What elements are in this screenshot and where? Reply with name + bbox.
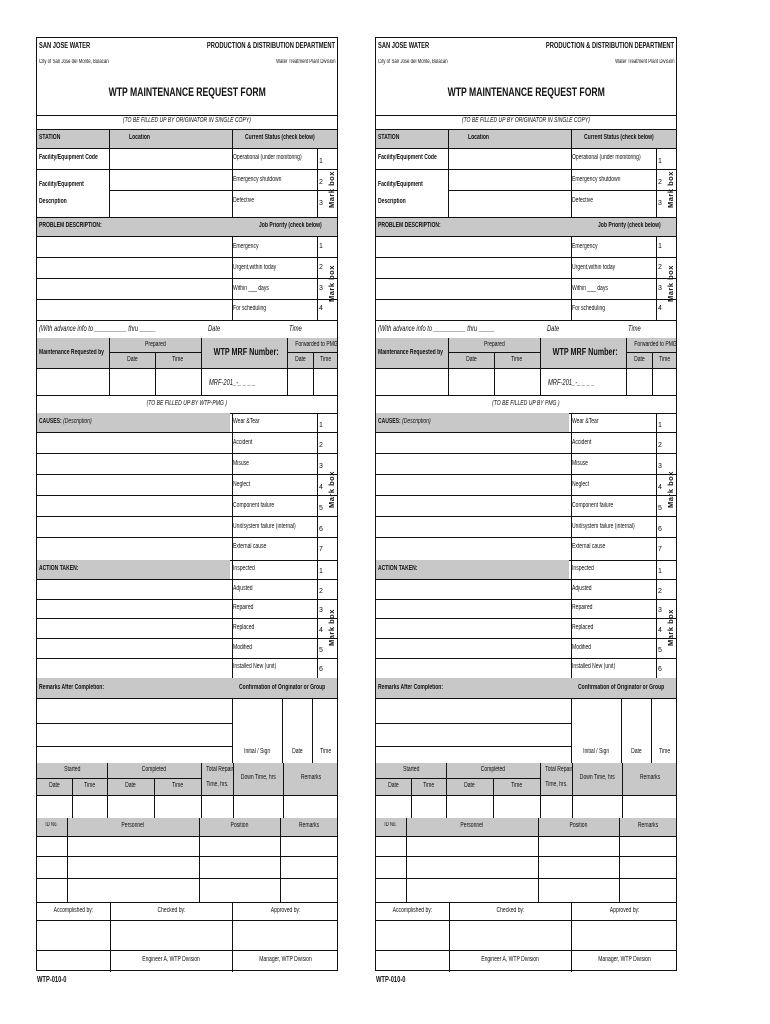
status-option: Operational (under monitoring) [572,154,641,161]
station-label: STATION [378,134,400,141]
action-option: Adjusted [572,585,592,592]
initial-sign-label: Initial / Sign [243,748,271,755]
status-option: Operational (under monitoring) [233,154,302,161]
priority-option: Emergency [233,243,259,250]
mark-box-label: Mark box [327,471,336,508]
facility-desc-label: Facility/Equipment [39,181,84,188]
action-option: Repaired [233,604,254,611]
cause-option: Accident [233,439,253,446]
cause-option: Unit/system failure (internal) [572,523,635,530]
cause-option: Component failure [233,502,275,509]
cause-option: Misuse [572,460,588,467]
location-label: Location [129,134,151,141]
form-code: WTP-010-0 [376,975,406,984]
started-label: Started [402,766,420,773]
down-time-label: Down Time, hrs [240,774,276,781]
mark-box-label: Mark box [327,609,336,646]
cause-option: Component failure [572,502,614,509]
approved-label: Approved by: [609,907,640,914]
approved-label: Approved by: [270,907,301,914]
status-number: 1 [319,158,323,165]
action-option: Replaced [233,624,255,631]
id-no-label: ID No. [384,822,398,828]
action-option: Modified [572,644,592,651]
mrf-number-label: WTP MRF Number: [552,347,618,358]
cause-option: Neglect [572,481,590,488]
position-label: Position [230,822,249,829]
remarks-after-label: Remarks After Completion: [378,684,444,691]
total-repair-label: Total Repair [545,766,573,773]
cause-option: Wear &Tear [233,418,260,425]
forwarded-label: Forwarded to PMG [634,341,677,348]
city-name: City of San Jose del Monte, Bulacan [39,59,109,65]
city-name: City of San Jose del Monte, Bulacan [378,59,448,65]
status-option: Emergency shutdown [572,176,621,183]
action-option: Repaired [572,604,593,611]
station-label: STATION [39,134,61,141]
division-name: Water Treatment Plant Division [614,59,674,65]
pmg-note: (TO BE FILLED UP BY PMG ) [492,400,560,407]
prepared-label: Prepared [483,341,505,348]
facility-code-label: Facility/Equipment Code [39,154,98,161]
cause-option: Unit/system failure (internal) [233,523,296,530]
engineer-label: Engineer A, WTP Division [481,956,539,963]
mark-box-label: Mark box [666,471,675,508]
job-priority-label: Job Priority (check below) [259,222,322,229]
advance-info: (With advance info to __________ thru _____ [378,324,495,333]
forwarded-label: Forwarded to PMG [295,341,338,348]
manager-label: Manager, WTP Division [598,956,651,963]
started-label: Started [63,766,81,773]
total-repair-label: Total Repair [206,766,234,773]
form-title: WTP MAINTENANCE REQUEST FORM [108,85,266,99]
initial-sign-label: Initial / Sign [582,748,610,755]
mrf-code: MRF-201_-_ _ _ _ [209,378,256,387]
priority-option: Within ___ days [233,285,269,292]
action-option: Installed New (unit) [572,663,616,670]
job-priority-label: Job Priority (check below) [598,222,661,229]
form-title: WTP MAINTENANCE REQUEST FORM [447,85,605,99]
requested-by-label: Maintenance Requested by [39,349,104,356]
personnel-label: Personnel [460,822,484,829]
originator-note: (TO BE FILLED UP BY ORIGINATOR IN SINGLE COPY) [461,117,590,124]
originator-note: (TO BE FILLED UP BY ORIGINATOR IN SINGLE COPY) [122,117,251,124]
completed-label: Completed [141,766,167,773]
company-name: SAN JOSE WATER [39,41,91,50]
down-time-label: Down Time, hrs [579,774,615,781]
mark-box-label: Mark box [666,609,675,646]
action-option: Adjusted [233,585,253,592]
action-label: ACTION TAKEN: [39,565,79,572]
cause-option: Neglect [233,481,251,488]
facility-desc-label: Facility/Equipment [378,181,423,188]
requested-by-label: Maintenance Requested by [378,349,443,356]
priority-option: Within ___ days [572,285,608,292]
action-option: Modified [233,644,253,651]
priority-option: For scheduling [572,305,606,312]
mrf-code: MRF-201_-_ _ _ _ [548,378,595,387]
remarks-after-label: Remarks After Completion: [39,684,105,691]
completed-label: Completed [480,766,506,773]
cause-option: Wear &Tear [572,418,599,425]
prepared-label: Prepared [144,341,166,348]
id-no-label: ID No. [45,822,59,828]
mark-box-label: Mark box [666,171,675,208]
priority-option: Urgent,within today [233,264,277,271]
cause-option: Accident [572,439,592,446]
advance-info: (With advance info to __________ thru _____ [39,324,156,333]
cause-option: External cause [233,543,267,550]
current-status-label: Current Status (check below) [584,134,654,141]
mark-box-label: Mark box [327,171,336,208]
maintenance-form-left: SAN JOSE WATER PRODUCTION & DISTRIBUTION DEPARTMENT City of San Jose del Monte, Bulacan Water Treatment Plant Division WTP MAINTENANCE REQUEST FORM (TO BE FILLED UP BY ORIGINATOR IN SINGLE COPY) STATION Location Current Status (check below) Facility/Equipment Code Facility/Equipment Description Operational (under monitoring) Emergency shutdown Defective 1 2 3 Mark box PROBLEM DESCRIPTION: Job Priority (check below) Emergency Urgent,within today Within ___ days For scheduling 1 2 3 4 Mark box (With advance info to __________ thru _____ Date Time Maintenance Requested by Prepared Date Time WTP MRF Number: Forwarded to PMG Date Time MRF-201_-_ _ _ _ (TO BE FILLED UP BY WTP-PMG ) CAUSES: (Description) Wear &Tear Accident Misuse Neglect Component failure Unit/system failure (internal) External cause 1 2 3 4 5 6 7 Mark box ACTION TAKEN: Inspected Adjusted Repaired Replaced Modified Installed New (unit) 1 2 3 4 5 6 Mark box Remarks After Completion: Confirmation of Originator or Group Initial / Sign Date Time Started Completed Total Repair Time, hrs. Down Time, hrs Remarks Date Time Date Time ID No. Personnel Position Remarks Accomplished by: Checked by: Approved by: Engineer A, WTP Division Manager, WTP Division [36,37,338,971]
engineer-label: Engineer A, WTP Division [142,956,200,963]
cause-option: Misuse [233,460,249,467]
manager-label: Manager, WTP Division [259,956,312,963]
status-option: Defective [572,197,594,204]
priority-option: For scheduling [233,305,267,312]
status-number: 3 [319,200,323,207]
causes-label: CAUSES: (Description) [39,418,92,425]
status-option: Emergency shutdown [233,176,282,183]
mark-box-label: Mark box [327,265,336,302]
problem-label: PROBLEM DESCRIPTION: [39,222,102,229]
facility-code-label: Facility/Equipment Code [378,154,437,161]
mrf-number-label: WTP MRF Number: [213,347,279,358]
remarks-label: Remarks [300,774,322,781]
position-label: Position [569,822,588,829]
current-status-label: Current Status (check below) [245,134,315,141]
checked-label: Checked by: [156,907,186,914]
company-name: SAN JOSE WATER [378,41,430,50]
confirmation-label: Confirmation of Originator or Group [578,684,665,691]
action-option: Inspected [233,565,255,572]
status-number: 2 [319,179,323,186]
accomplished-label: Accomplished by: [392,907,433,914]
form-code: WTP-010-0 [37,975,67,984]
checked-label: Checked by: [495,907,525,914]
division-name: Water Treatment Plant Division [275,59,335,65]
department-name: PRODUCTION & DISTRIBUTION DEPARTMENT [206,41,335,50]
action-label: ACTION TAKEN: [378,565,418,572]
status-option: Defective [233,197,255,204]
pmg-note: (TO BE FILLED UP BY WTP-PMG ) [146,400,228,407]
confirmation-label: Confirmation of Originator or Group [239,684,326,691]
remarks-label: Remarks [639,774,661,781]
accomplished-label: Accomplished by: [53,907,94,914]
personnel-label: Personnel [121,822,145,829]
action-option: Installed New (unit) [233,663,277,670]
priority-option: Emergency [572,243,598,250]
action-option: Replaced [572,624,594,631]
location-label: Location [468,134,490,141]
action-option: Inspected [572,565,594,572]
priority-option: Urgent,within today [572,264,616,271]
causes-label: CAUSES: (Description) [378,418,431,425]
department-name: PRODUCTION & DISTRIBUTION DEPARTMENT [545,41,674,50]
mark-box-label: Mark box [666,265,675,302]
problem-label: PROBLEM DESCRIPTION: [378,222,441,229]
maintenance-form-right: SAN JOSE WATER PRODUCTION & DISTRIBUTION DEPARTMENT City of San Jose del Monte, Bulacan Water Treatment Plant Division WTP MAINTENANCE REQUEST FORM (TO BE FILLED UP BY ORIGINATOR IN SINGLE COPY) STATION Location Current Status (check below) Facility/Equipment Code Facility/Equipment Description Operational (under monitoring) Emergency shutdown Defective 1 2 3 Mark box PROBLEM DESCRIPTION: Job Priority (check below) Emergency Urgent,within today Within ___ days For scheduling 1 2 3 4 Mark box (With advance info to __________ thru _____ Date Time Maintenance Requested by Prepared Date Time WTP MRF Number: Forwarded to PMG Date Time MRF-201_-_ _ _ _ (TO BE FILLED UP BY PMG ) CAUSES: (Description) Wear &Tear Accident Misuse Neglect Component failure Unit/system failure (internal) External cause 1 2 3 4 5 6 7 Mark box ACTION TAKEN: Inspected Adjusted Repaired Replaced Modified Installed New (unit) 1 2 3 4 5 6 Mark box Remarks After Completion: Confirmation of Originator or Group Initial / Sign Date Time Started Completed Total Repair Time, hrs. Down Time, hrs Remarks Date Time Date Time ID No. Personnel Position Remarks Accomplished by: Checked by: Approved by: Engineer A, WTP Division Manager, WTP Division [375,37,677,971]
cause-option: External cause [572,543,606,550]
